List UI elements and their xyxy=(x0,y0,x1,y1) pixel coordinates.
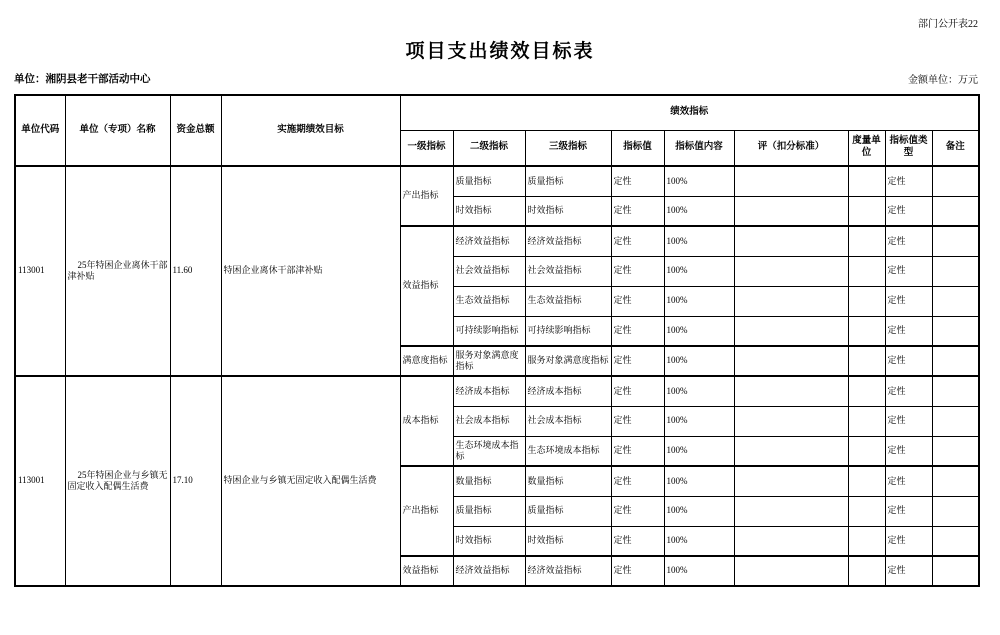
cell-remark xyxy=(932,406,979,436)
performance-target-table xyxy=(14,94,980,587)
cell-level2: 生态环境成本指标 xyxy=(453,436,525,466)
cell-eval xyxy=(734,406,848,436)
cell-measure-unit xyxy=(848,526,885,556)
cell-value-content: 100% xyxy=(664,556,734,586)
cell-level2: 时效指标 xyxy=(453,196,525,226)
cell-remark xyxy=(932,196,979,226)
cell-eval xyxy=(734,526,848,556)
cell-value-type: 定性 xyxy=(885,226,932,256)
header-row-1 xyxy=(15,95,979,130)
cell-level2: 经济成本指标 xyxy=(453,376,525,406)
cell-value-type: 定性 xyxy=(885,256,932,286)
cell-value-content: 100% xyxy=(664,196,734,226)
cell-level2: 生态效益指标 xyxy=(453,286,525,316)
cell-eval xyxy=(734,556,848,586)
cell-measure-unit xyxy=(848,556,885,586)
cell-value-type: 定性 xyxy=(885,376,932,406)
cell-value-content: 100% xyxy=(664,526,734,556)
cell-value: 定性 xyxy=(611,556,664,586)
cell-measure-unit xyxy=(848,436,885,466)
cell-value-type: 定性 xyxy=(885,436,932,466)
cell-value-content: 100% xyxy=(664,226,734,256)
cell-measure-unit xyxy=(848,406,885,436)
cell-remark xyxy=(932,256,979,286)
cell-value: 定性 xyxy=(611,316,664,346)
cell-level3: 经济效益指标 xyxy=(525,226,611,256)
header-perf-indicators: 绩效指标 xyxy=(400,95,979,130)
cell-level2: 数量指标 xyxy=(453,466,525,496)
table-row xyxy=(15,376,979,406)
cell-level2: 经济效益指标 xyxy=(453,226,525,256)
cell-value: 定性 xyxy=(611,346,664,376)
cell-remark xyxy=(932,466,979,496)
cell-value-content: 100% xyxy=(664,166,734,196)
header-value-content: 指标值内容 xyxy=(664,130,734,166)
cell-impl-target: 特困企业离休干部津补贴 xyxy=(221,166,400,376)
cell-measure-unit xyxy=(848,286,885,316)
cell-level1: 效益指标 xyxy=(400,226,453,346)
cell-measure-unit xyxy=(848,316,885,346)
cell-remark xyxy=(932,166,979,196)
cell-value-type: 定性 xyxy=(885,406,932,436)
cell-eval xyxy=(734,316,848,346)
cell-level1: 产出指标 xyxy=(400,466,453,556)
cell-eval xyxy=(734,346,848,376)
cell-eval xyxy=(734,286,848,316)
cell-value: 定性 xyxy=(611,196,664,226)
cell-value-content: 100% xyxy=(664,436,734,466)
cell-unit-name: 25年特困企业与乡镇无固定收入配偶生活费 xyxy=(65,376,170,586)
cell-level1: 成本指标 xyxy=(400,376,453,466)
cell-value: 定性 xyxy=(611,226,664,256)
cell-total-fund: 11.60 xyxy=(170,166,221,376)
cell-value-type: 定性 xyxy=(885,556,932,586)
cell-value: 定性 xyxy=(611,376,664,406)
cell-eval xyxy=(734,376,848,406)
cell-remark xyxy=(932,496,979,526)
cell-value: 定性 xyxy=(611,166,664,196)
cell-value-type: 定性 xyxy=(885,496,932,526)
cell-eval xyxy=(734,166,848,196)
cell-value: 定性 xyxy=(611,526,664,556)
cell-level2: 时效指标 xyxy=(453,526,525,556)
cell-total-fund: 17.10 xyxy=(170,376,221,586)
cell-value-content: 100% xyxy=(664,286,734,316)
cell-level2: 社会效益指标 xyxy=(453,256,525,286)
page-title: 项目支出绩效目标表 xyxy=(405,41,595,62)
header-unit-name: 单位（专项）名称 xyxy=(65,95,170,166)
cell-level3: 生态环境成本指标 xyxy=(525,436,611,466)
cell-value-type: 定性 xyxy=(885,166,932,196)
cell-measure-unit xyxy=(848,496,885,526)
cell-level2: 质量指标 xyxy=(453,166,525,196)
cell-value-content: 100% xyxy=(664,376,734,406)
doc-number-label: 部门公开表22 xyxy=(918,19,978,30)
cell-measure-unit xyxy=(848,466,885,496)
cell-level3: 质量指标 xyxy=(525,496,611,526)
cell-remark xyxy=(932,526,979,556)
cell-value-type: 定性 xyxy=(885,196,932,226)
cell-level3: 社会成本指标 xyxy=(525,406,611,436)
cell-value: 定性 xyxy=(611,286,664,316)
cell-measure-unit xyxy=(848,376,885,406)
cell-level3: 可持续影响指标 xyxy=(525,316,611,346)
cell-value-content: 100% xyxy=(664,346,734,376)
cell-eval xyxy=(734,256,848,286)
cell-measure-unit xyxy=(848,346,885,376)
cell-impl-target: 特困企业与乡镇无固定收入配偶生活费 xyxy=(221,376,400,586)
cell-remark xyxy=(932,316,979,346)
cell-remark xyxy=(932,226,979,256)
header-indicator-value: 指标值 xyxy=(611,130,664,166)
cell-value-type: 定性 xyxy=(885,466,932,496)
cell-measure-unit xyxy=(848,166,885,196)
cell-eval xyxy=(734,226,848,256)
cell-level2: 可持续影响指标 xyxy=(453,316,525,346)
cell-level2: 社会成本指标 xyxy=(453,406,525,436)
cell-eval xyxy=(734,496,848,526)
cell-value-content: 100% xyxy=(664,496,734,526)
cell-value-type: 定性 xyxy=(885,346,932,376)
cell-eval xyxy=(734,196,848,226)
cell-value-content: 100% xyxy=(664,256,734,286)
cell-level2: 服务对象满意度指标 xyxy=(453,346,525,376)
header-level3: 三级指标 xyxy=(525,130,611,166)
header-level1: 一级指标 xyxy=(400,130,453,166)
cell-value-content: 100% xyxy=(664,466,734,496)
cell-level3: 服务对象满意度指标 xyxy=(525,346,611,376)
cell-value-type: 定性 xyxy=(885,286,932,316)
cell-level3: 数量指标 xyxy=(525,466,611,496)
cell-level3: 经济效益指标 xyxy=(525,556,611,586)
cell-eval xyxy=(734,436,848,466)
cell-level3: 时效指标 xyxy=(525,196,611,226)
cell-measure-unit xyxy=(848,226,885,256)
header-impl-target: 实施期绩效目标 xyxy=(221,95,400,166)
cell-unit-code: 113001 xyxy=(15,376,65,586)
cell-measure-unit xyxy=(848,256,885,286)
header-eval-standard: 评（扣分标准） xyxy=(734,130,848,166)
cell-level3: 社会效益指标 xyxy=(525,256,611,286)
header-measure-unit: 度量单位 xyxy=(848,130,885,166)
cell-remark xyxy=(932,556,979,586)
cell-eval xyxy=(734,466,848,496)
header-value-type: 指标值类型 xyxy=(885,130,932,166)
cell-value-type: 定性 xyxy=(885,316,932,346)
unit-name-label: 单位：湘阴县老干部活动中心 xyxy=(14,74,151,85)
meta-row xyxy=(14,71,978,86)
header-total-fund: 资金总额 xyxy=(170,95,221,166)
cell-value: 定性 xyxy=(611,466,664,496)
header-remark: 备注 xyxy=(932,130,979,166)
cell-remark xyxy=(932,436,979,466)
cell-value: 定性 xyxy=(611,256,664,286)
cell-unit-name: 25年特困企业离休干部津补贴 xyxy=(65,166,170,376)
cell-level3: 时效指标 xyxy=(525,526,611,556)
cell-remark xyxy=(932,286,979,316)
cell-level3: 生态效益指标 xyxy=(525,286,611,316)
header-unit-code: 单位代码 xyxy=(15,95,65,166)
cell-remark xyxy=(932,346,979,376)
cell-level3: 质量指标 xyxy=(525,166,611,196)
cell-unit-code: 113001 xyxy=(15,166,65,376)
cell-value: 定性 xyxy=(611,436,664,466)
header-level2: 二级指标 xyxy=(453,130,525,166)
table-row xyxy=(15,166,979,196)
cell-value-content: 100% xyxy=(664,316,734,346)
amount-unit-label: 金额单位：万元 xyxy=(908,75,978,86)
cell-measure-unit xyxy=(848,196,885,226)
cell-remark xyxy=(932,376,979,406)
cell-level1: 满意度指标 xyxy=(400,346,453,376)
cell-level1: 效益指标 xyxy=(400,556,453,586)
cell-level2: 经济效益指标 xyxy=(453,556,525,586)
cell-value-content: 100% xyxy=(664,406,734,436)
cell-value: 定性 xyxy=(611,406,664,436)
cell-level3: 经济成本指标 xyxy=(525,376,611,406)
cell-value-type: 定性 xyxy=(885,526,932,556)
cell-level1: 产出指标 xyxy=(400,166,453,226)
cell-level2: 质量指标 xyxy=(453,496,525,526)
cell-value: 定性 xyxy=(611,496,664,526)
